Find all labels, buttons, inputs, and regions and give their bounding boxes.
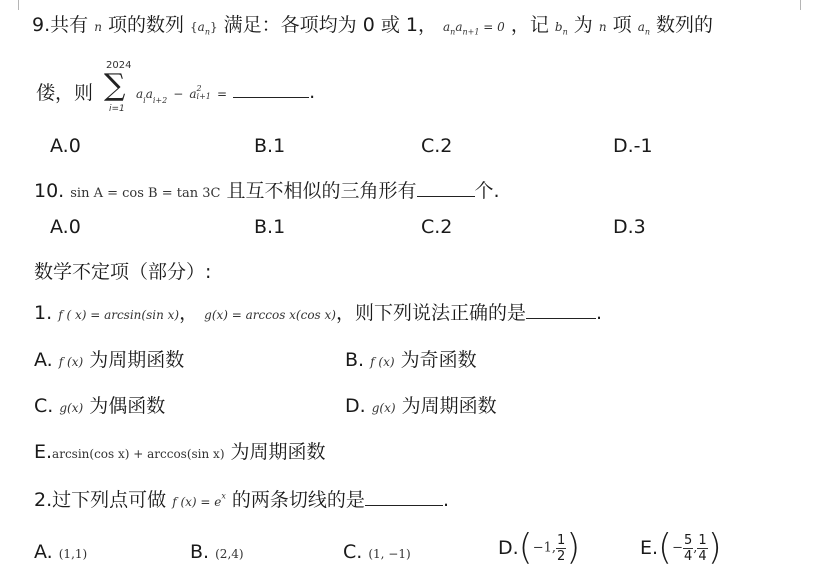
p2-text: 的两条切线的是 bbox=[231, 489, 365, 511]
q10-text: 且互不相似的三角形有 bbox=[226, 180, 417, 202]
q9-b bbox=[554, 20, 568, 37]
p2-optE-paren-open: ( bbox=[658, 527, 673, 568]
p1-optE-label: E. bbox=[34, 441, 53, 463]
p2-optD-first: −1, bbox=[532, 540, 557, 556]
q9-sum-upper: 2024 bbox=[106, 60, 132, 71]
q9-part6: 项 bbox=[612, 14, 632, 36]
q9-seq-close: } bbox=[209, 20, 218, 34]
q10-option-d: D.3 bbox=[613, 216, 646, 238]
p2-expr-left: f (x) = e bbox=[172, 495, 222, 509]
q10-line bbox=[34, 176, 500, 203]
p2-optE-label: E. bbox=[640, 537, 659, 559]
p1-g-def: g(x) = arccos x(cos x) bbox=[204, 308, 336, 322]
p1-answer-blank[interactable] bbox=[526, 302, 596, 319]
crop-mark-top-left bbox=[18, 0, 19, 10]
q9-option-b: B.1 bbox=[254, 135, 286, 157]
q9-option-c: C.2 bbox=[421, 135, 453, 157]
q9-seq-open: { bbox=[190, 20, 198, 34]
p1-optD-label: D. bbox=[345, 395, 366, 417]
p1-line bbox=[34, 298, 602, 325]
p1-optB-math: f (x) bbox=[370, 355, 395, 369]
q9-cond-a2: a bbox=[455, 20, 463, 34]
p1-num: 1. bbox=[34, 302, 53, 324]
q10-answer-blank[interactable] bbox=[417, 180, 475, 197]
q9-b-letter: b bbox=[554, 20, 563, 34]
p2-optE-comma: , bbox=[693, 540, 698, 556]
p2-optD-num: 1 bbox=[557, 532, 566, 548]
q9-expr-i2: i+2 bbox=[152, 95, 168, 105]
p2-option-e bbox=[640, 527, 722, 568]
q9-a3 bbox=[637, 20, 650, 37]
p1-option-c bbox=[34, 391, 165, 418]
p2-optB-label: B. bbox=[190, 541, 210, 563]
crop-mark-top-right bbox=[800, 0, 801, 10]
p2-optD-label: D. bbox=[498, 537, 519, 559]
q9-a3-letter: a bbox=[637, 20, 645, 34]
p2-optA-label: A. bbox=[34, 541, 53, 563]
p1-text: ，则下列说法正确的是 bbox=[335, 302, 526, 324]
p2-optE-num1: 5 bbox=[684, 532, 693, 548]
q9-b-n: n bbox=[562, 27, 568, 37]
q9-end: . bbox=[309, 81, 316, 103]
p1-optD-math: g(x) bbox=[371, 401, 396, 415]
p1-optD-text: 为周期函数 bbox=[401, 395, 497, 417]
p1-option-e bbox=[34, 437, 326, 464]
p2-optE-den2: 4 bbox=[698, 548, 707, 564]
q9-option-d: D.-1 bbox=[613, 135, 653, 157]
p1-optA-math: f (x) bbox=[58, 355, 84, 369]
p2-optE-paren-close: ) bbox=[707, 527, 722, 568]
q9-seq-n: n bbox=[204, 27, 210, 37]
p2-optE-minus: − bbox=[672, 540, 683, 556]
q10-option-b: B.1 bbox=[254, 216, 286, 238]
p1-comma: ， bbox=[179, 302, 199, 324]
p2-optE-den1: 4 bbox=[684, 548, 693, 564]
p2-answer-blank[interactable] bbox=[365, 489, 443, 506]
q10-option-c: C.2 bbox=[421, 216, 453, 238]
p1-optC-math: g(x) bbox=[59, 401, 84, 415]
p1-optE-math: arcsin(cos x) + arccos(sin x) bbox=[52, 447, 225, 461]
q9-seq bbox=[190, 20, 218, 37]
p2-optD-paren-open: ( bbox=[518, 527, 533, 568]
q9-expr-a3: a bbox=[189, 87, 197, 101]
p2-end: . bbox=[442, 489, 449, 511]
q9-expr-a1: a bbox=[136, 87, 144, 101]
q10-num: 10. bbox=[34, 180, 65, 202]
q9-cond-n: n bbox=[450, 27, 456, 37]
q9-part3: 满足：各项均为 0 或 1， bbox=[223, 14, 437, 36]
q9-a3-n: n bbox=[644, 27, 650, 37]
q9-line2 bbox=[36, 78, 93, 105]
q9-part7: 数列的 bbox=[656, 14, 714, 36]
p2-optD-den: 2 bbox=[557, 548, 566, 564]
p2-optD-frac bbox=[556, 533, 566, 564]
p1-f-def: f ( x) = arcsin(sin x) bbox=[58, 308, 180, 322]
p1-option-a bbox=[34, 345, 184, 372]
q9-expr-a2: a bbox=[145, 87, 153, 101]
p2-option-d bbox=[498, 527, 581, 568]
p2-option-a bbox=[34, 541, 87, 563]
p2-optB-val: (2,4) bbox=[215, 547, 244, 561]
p2-optE-frac1 bbox=[683, 533, 693, 564]
q9-seq-a: a bbox=[197, 20, 205, 34]
p1-option-b bbox=[345, 345, 477, 372]
p1-optB-label: B. bbox=[345, 349, 365, 371]
q9-cond-n1: n+1 bbox=[462, 27, 480, 37]
p2-optC-val: (1, −1) bbox=[368, 547, 411, 561]
q9-part5: 为 bbox=[573, 14, 593, 36]
q9-answer-blank[interactable] bbox=[233, 81, 309, 98]
p1-optC-label: C. bbox=[34, 395, 54, 417]
p2-num: 2.过下列点可做 bbox=[34, 489, 167, 511]
p2-optE-frac2 bbox=[697, 533, 707, 564]
p1-optA-text: 为周期函数 bbox=[89, 349, 185, 371]
p1-optE-text: 为周期函数 bbox=[230, 441, 326, 463]
p2-optC-label: C. bbox=[343, 541, 363, 563]
p1-optC-text: 为偶函数 bbox=[89, 395, 166, 417]
p2-expr-sup: x bbox=[221, 491, 226, 501]
q9-sum-symbol: ∑ bbox=[104, 68, 126, 103]
q9-expr-sup: 2 bbox=[196, 83, 202, 93]
p1-optA-label: A. bbox=[34, 349, 53, 371]
q10-expr: sin A = cos B = tan 3C bbox=[70, 186, 221, 201]
q9-cond-a1: a bbox=[443, 20, 451, 34]
q9-line2-start: 偻，则 bbox=[36, 82, 94, 104]
p2-optA-val: (1,1) bbox=[58, 547, 88, 561]
q9-part2: 项的数列 bbox=[107, 14, 184, 36]
q9-expr-eq: = bbox=[216, 87, 228, 101]
q9-cond bbox=[443, 20, 505, 37]
p2-option-b bbox=[190, 541, 244, 563]
q10-option-a: A.0 bbox=[50, 216, 81, 238]
q9-cond-eq: = 0 bbox=[483, 20, 505, 34]
p2-option-c bbox=[343, 541, 411, 563]
p2-line bbox=[34, 485, 449, 512]
q9-expr-minus: − bbox=[173, 87, 184, 101]
q9-n2: n bbox=[598, 20, 607, 34]
q9-n: n bbox=[94, 20, 102, 34]
q10-end: 个. bbox=[474, 180, 500, 202]
q9-sum-lower: i=1 bbox=[109, 104, 125, 114]
q9-part4: ，记 bbox=[510, 14, 549, 36]
p2-optE-num2: 1 bbox=[698, 532, 707, 548]
p1-optB-text: 为奇函数 bbox=[400, 349, 477, 371]
p1-option-d bbox=[345, 391, 497, 418]
q9-sum-expr bbox=[136, 81, 315, 105]
q9-expr-i1: i+1 bbox=[196, 91, 211, 101]
q9-line1 bbox=[32, 10, 713, 37]
section-title: 数学不定项（部分）: bbox=[34, 261, 212, 283]
q9-expr-i: i bbox=[143, 95, 146, 105]
q9-part1: 9.共有 bbox=[32, 14, 89, 36]
p2-optD-paren-close: ) bbox=[566, 527, 581, 568]
p1-end: . bbox=[596, 302, 603, 324]
q9-option-a: A.0 bbox=[50, 135, 81, 157]
